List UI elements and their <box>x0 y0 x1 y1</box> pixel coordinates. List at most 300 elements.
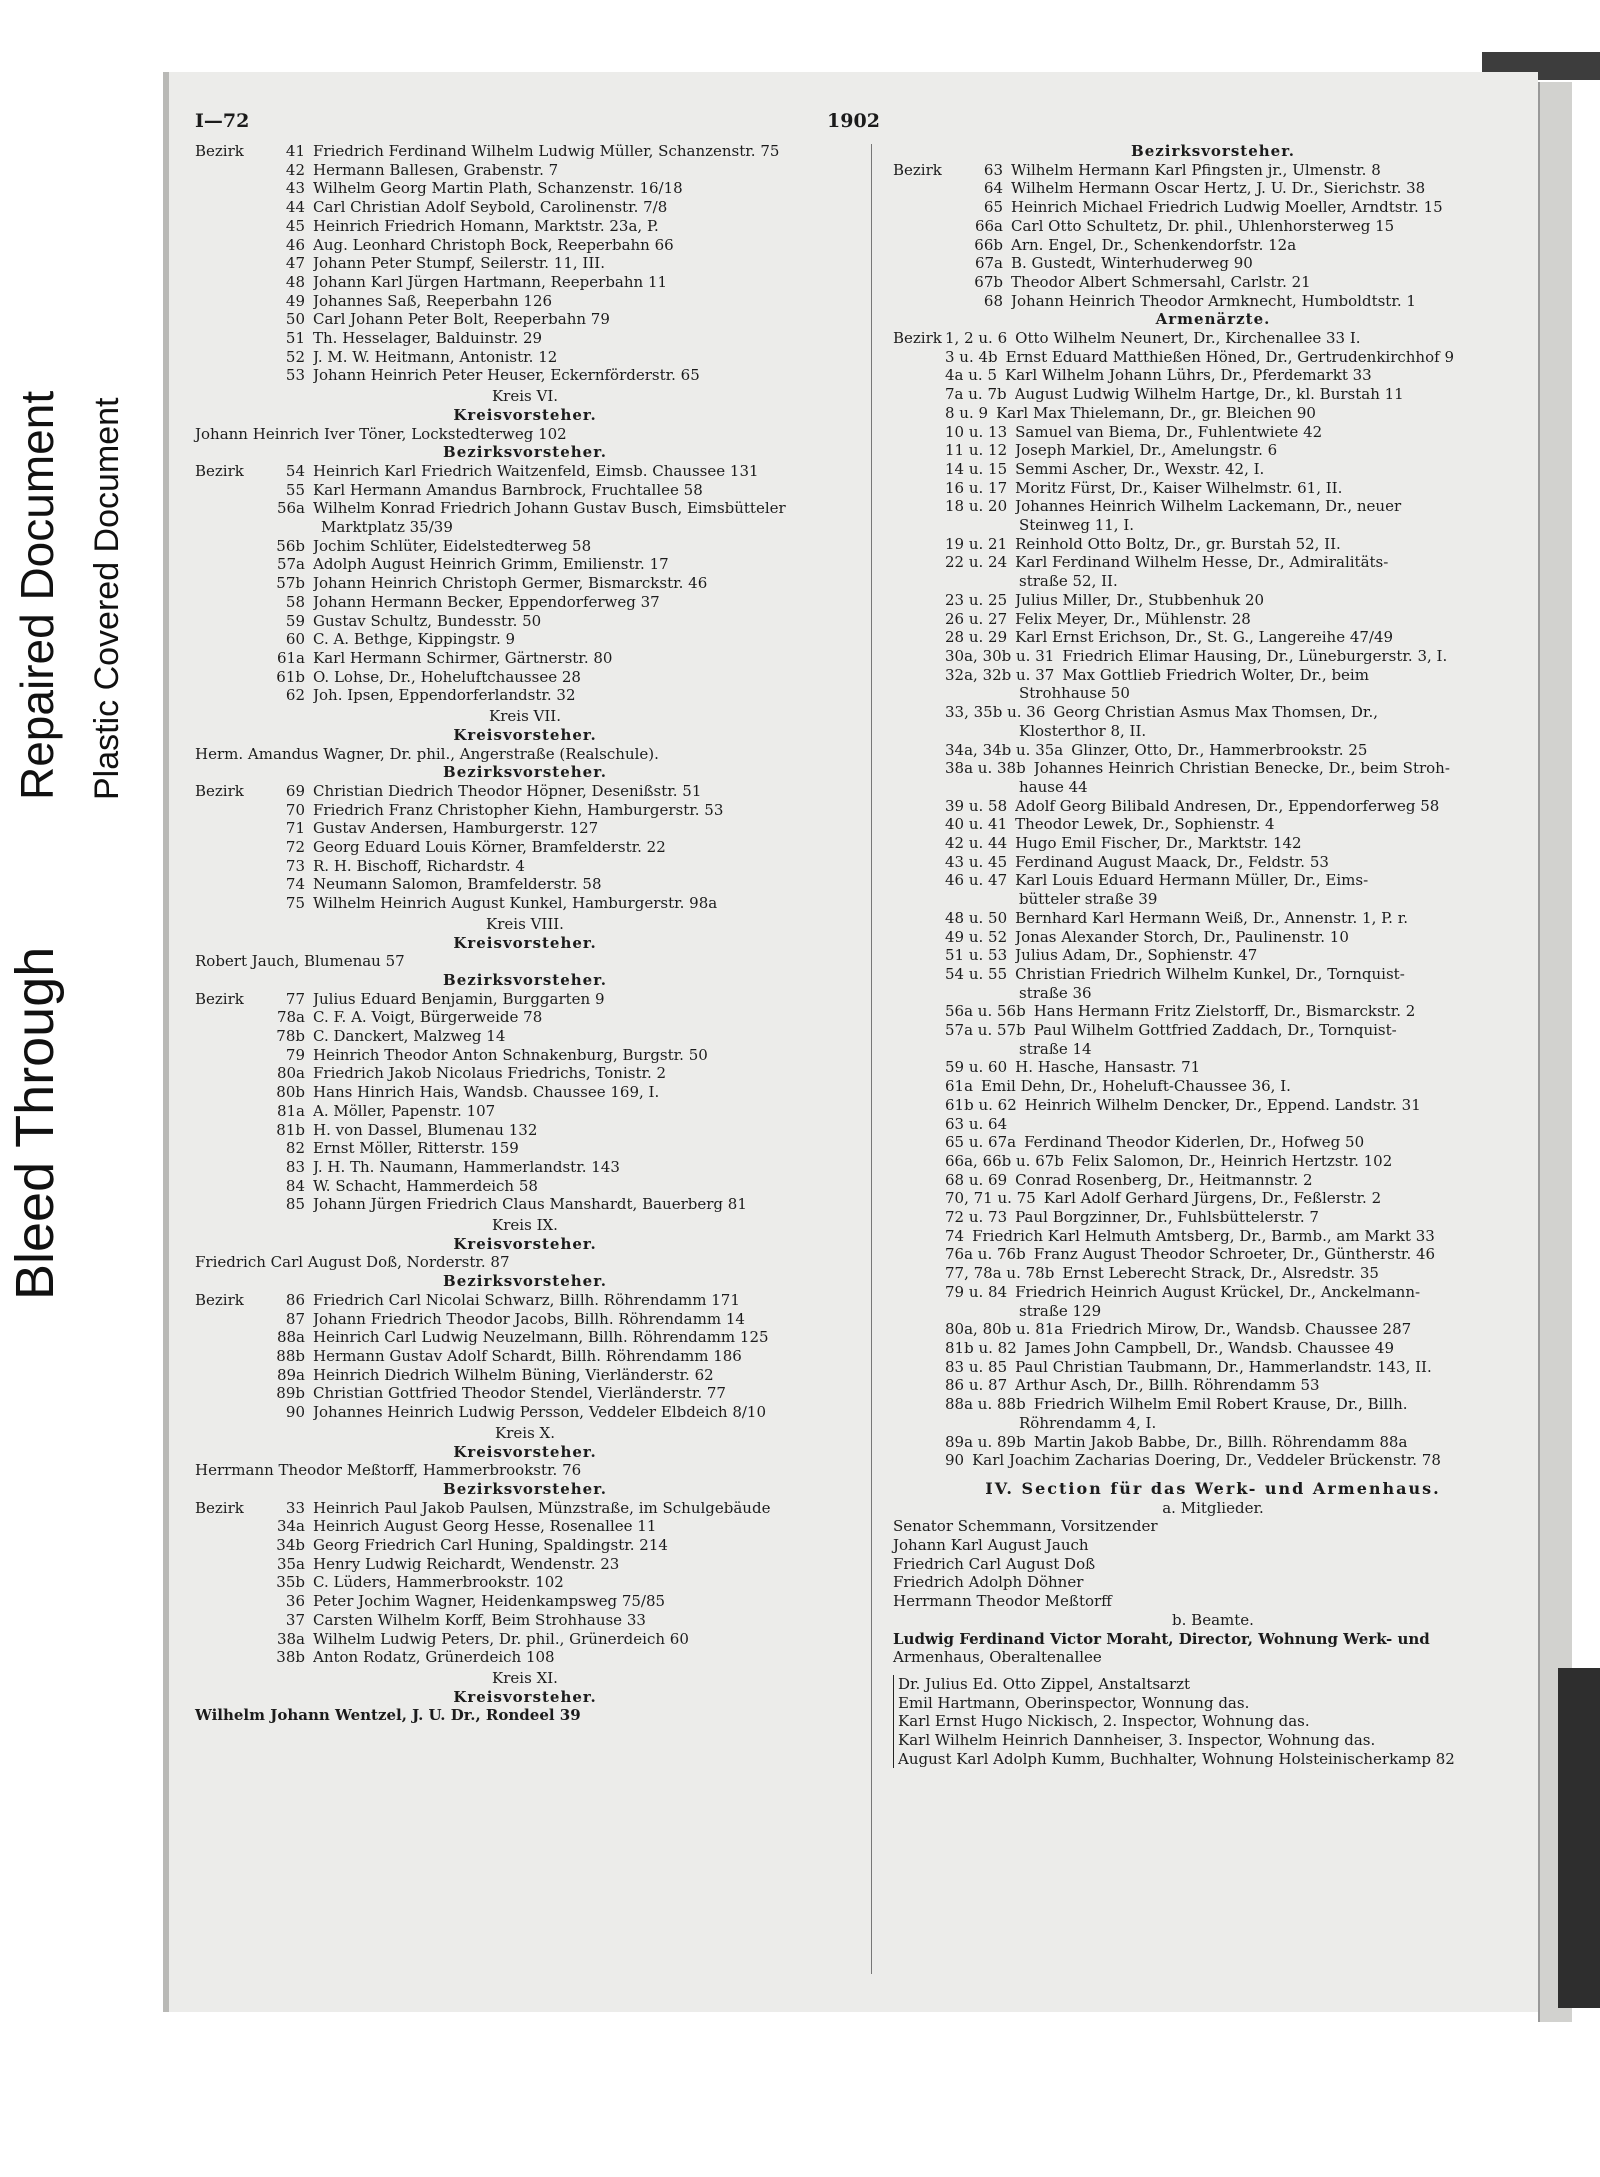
district-number: 18 u. 20 <box>945 497 1008 516</box>
district-prefix <box>195 236 247 255</box>
district-number: 23 u. 25 <box>945 590 1008 609</box>
entry-text: Heinrich Diedrich Wilhelm Büning, Vierländerstr. 62 <box>313 1365 714 1384</box>
district-number: 49 u. 52 <box>945 927 1008 946</box>
district-prefix <box>893 385 945 404</box>
entry-row <box>893 366 1533 385</box>
entry-text: Julius Adam, Dr., Sophienstr. 47 <box>1015 946 1258 965</box>
entry-text: Felix Salomon, Dr., Heinrich Hertzstr. 102 <box>1071 1151 1393 1170</box>
district-number: 40 u. 41 <box>945 815 1008 834</box>
district-prefix <box>195 179 247 198</box>
section-heading: Bezirksvorsteher. <box>443 1272 607 1291</box>
district-number: 51 <box>285 329 305 348</box>
district-number: 88b <box>276 1347 305 1365</box>
district-number: 43 u. 45 <box>945 852 1008 871</box>
entry-row <box>195 310 855 329</box>
entry-text: Friedrich Elimar Hausing, Dr., Lüneburgerstr. 3, I. <box>1062 646 1448 665</box>
district-number: 38a <box>276 1629 305 1648</box>
entry-row <box>195 1008 855 1027</box>
district-prefix <box>893 553 945 572</box>
district-prefix <box>893 1264 945 1283</box>
district-prefix: Bezirk <box>195 142 244 160</box>
district-prefix <box>893 1171 945 1190</box>
entry-text: Gustav Schultz, Bundesstr. 50 <box>313 611 542 630</box>
entry-row <box>893 553 1533 572</box>
district-number: 66a, 66b u. 67b <box>945 1151 1064 1170</box>
district-prefix: Bezirk <box>195 989 244 1008</box>
district-number: 61b <box>276 667 305 686</box>
entry-row <box>195 254 855 273</box>
page-header <box>195 110 1512 138</box>
district-number: 82 <box>285 1139 305 1158</box>
section-title: IV. Section für das Werk- und Armenhaus. <box>985 1478 1441 1498</box>
entry-text: Henry Ludwig Reichardt, Wendenstr. 23 <box>313 1554 620 1573</box>
district-number: 90 <box>945 1451 965 1470</box>
district-heading: Kreis VIII. <box>486 914 564 933</box>
district-prefix <box>195 1328 247 1347</box>
entry-row <box>893 217 1533 236</box>
entry-continuation: straße 36 <box>1019 983 1092 1002</box>
entry-row <box>893 535 1533 554</box>
entry-text: Otto Wilhelm Neunert, Dr., Kirchenallee 33 I. <box>1015 329 1361 348</box>
district-prefix <box>195 894 247 913</box>
district-number: 89a <box>276 1365 305 1384</box>
entry-text: Peter Jochim Wagner, Heidenkampsweg 75/85 <box>313 1592 666 1611</box>
district-number: 70 <box>285 800 305 819</box>
district-prefix <box>893 1152 945 1171</box>
district-number: 71 <box>285 819 305 838</box>
entry-row <box>195 649 855 668</box>
entry-text: Christian Friedrich Wilhelm Kunkel, Dr., Tornquist- <box>1015 964 1405 983</box>
entry-row <box>195 1139 855 1158</box>
entry-text: Hermann Ballesen, Grabenstr. 7 <box>313 160 559 179</box>
entry-text: Felix Meyer, Dr., Mühlenstr. 28 <box>1015 609 1251 628</box>
entry-text: Max Gottlieb Friedrich Wolter, Dr., beim <box>1062 665 1369 684</box>
district-number: 33, 35b u. 36 <box>945 703 1046 722</box>
district-number: 81b u. 82 <box>945 1339 1017 1357</box>
district-number: 79 <box>285 1045 305 1064</box>
district-prefix <box>893 366 945 385</box>
entry-row <box>893 1320 1533 1339</box>
district-heading: Kreis VI. <box>491 387 559 406</box>
district-prefix <box>893 741 945 760</box>
entry-text: Arn. Engel, Dr., Schenkendorfstr. 12a <box>1011 235 1297 254</box>
entry-text: Georg Friedrich Carl Huning, Spaldingstr. 214 <box>313 1536 668 1555</box>
entry-text: Neumann Salomon, Bramfelderstr. 58 <box>313 875 602 894</box>
district-number: 42 <box>285 160 305 179</box>
district-heading: Kreis XI. <box>492 1668 558 1687</box>
district-number: 65 u. 67a <box>945 1133 1017 1152</box>
district-prefix <box>893 535 945 554</box>
entry-text: Carl Otto Schultetz, Dr. phil., Uhlenhorsterweg 15 <box>1011 216 1395 235</box>
district-prefix <box>195 857 247 876</box>
district-number: 54 <box>285 461 305 480</box>
entry-text: Ernst Leberecht Strack, Dr., Alsredstr. 35 <box>1062 1264 1379 1283</box>
entry-text: Gustav Andersen, Hamburgerstr. 127 <box>313 819 599 838</box>
entry-row <box>195 1328 855 1347</box>
district-number: 62 <box>285 686 305 705</box>
district-prefix <box>893 292 945 311</box>
entry-text: Arthur Asch, Dr., Billh. Röhrendamm 53 <box>1015 1376 1320 1395</box>
entry-row <box>195 217 855 236</box>
entry-text: Paul Borgzinner, Dr., Fuhlsbüttelerstr. 7 <box>1015 1208 1319 1227</box>
district-number: 54 u. 55 <box>945 964 1008 983</box>
entry-text: Friedrich Karl Helmuth Amtsberg, Dr., Barmb., am Markt 33 <box>972 1226 1435 1245</box>
entry-text: Wilhelm Hermann Karl Pfingsten jr., Ulmenstr. 8 <box>1011 160 1381 179</box>
entry-row <box>195 1102 855 1121</box>
district-prefix <box>195 1648 247 1667</box>
district-prefix <box>893 1376 945 1395</box>
entry-text: Julius Miller, Dr., Stubbenhuk 20 <box>1015 590 1265 609</box>
district-prefix: Bezirk <box>195 461 244 480</box>
entry-text: Heinrich Carl Ludwig Neuzelmann, Billh. Röhrendamm 125 <box>313 1328 769 1347</box>
district-prefix <box>195 161 247 180</box>
entry-text: Karl Adolf Gerhard Jürgens, Dr., Feßlerstr. 2 <box>1043 1189 1382 1208</box>
entry-row <box>195 1046 855 1065</box>
entry-text: Friedrich Mirow, Dr., Wandsb. Chaussee 287 <box>1071 1320 1412 1339</box>
entry-text: Emil Dehn, Dr., Hoheluft-Chaussee 36, I. <box>981 1077 1291 1096</box>
entry-row <box>893 1208 1533 1227</box>
district-prefix <box>195 1592 247 1611</box>
entry-row <box>893 1115 1533 1134</box>
entry-text: Johannes Saß, Reeperbahn 126 <box>313 291 553 310</box>
district-prefix <box>195 838 247 857</box>
district-number: 34a, 34b u. 35a <box>945 740 1064 759</box>
entry-row <box>195 1555 855 1574</box>
entry-row <box>195 292 855 311</box>
district-number: 57a u. 57b <box>945 1021 1026 1040</box>
entry-text: Carl Johann Peter Bolt, Reeperbahn 79 <box>313 310 610 329</box>
district-heading: Kreis IX. <box>492 1216 558 1235</box>
district-number: 63 u. 64 <box>945 1114 1008 1133</box>
district-number: 33 <box>285 1498 305 1517</box>
section-heading: Kreisvorsteher. <box>453 1234 597 1253</box>
district-prefix <box>893 909 945 928</box>
entry-row <box>893 1077 1533 1096</box>
entry-row <box>893 1283 1533 1302</box>
entry-row <box>893 385 1533 404</box>
district-prefix <box>893 1395 945 1414</box>
entry-text: Aug. Leonhard Christoph Bock, Reeperbahn 66 <box>313 235 674 254</box>
entry-text: Karl Joachim Zacharias Doering, Dr., Veddeler Brückenstr. 78 <box>972 1451 1441 1470</box>
entry-row <box>195 179 855 198</box>
district-number: 64 <box>983 179 1003 198</box>
entry-text: Adolph August Heinrich Grimm, Emilienstr. 17 <box>313 555 669 574</box>
district-number: 72 <box>285 838 305 857</box>
district-number: 35a <box>276 1554 305 1573</box>
entry-text: Wilhelm Ludwig Peters, Dr. phil., Grünerdeich 60 <box>313 1629 689 1648</box>
entry-text: C. Danckert, Malzweg 14 <box>313 1027 506 1046</box>
entry-text: Th. Hesselager, Balduinstr. 29 <box>313 329 543 348</box>
entry-row <box>893 759 1533 778</box>
entry-text: Friedrich Wilhelm Emil Robert Krause, Dr., Billh. <box>1033 1395 1408 1414</box>
district-number: 65 <box>983 198 1003 217</box>
entry-row <box>195 686 855 705</box>
district-prefix <box>195 310 247 329</box>
district-prefix <box>893 853 945 872</box>
entry-text: Semmi Ascher, Dr., Wexstr. 42, I. <box>1015 459 1265 478</box>
district-number: 80b <box>276 1083 305 1102</box>
district-prefix <box>195 273 247 292</box>
entry-row <box>893 1433 1533 1452</box>
district-prefix <box>195 1366 247 1385</box>
entry-text: Karl Wilhelm Johann Lührs, Dr., Pferdemarkt 33 <box>1005 366 1372 385</box>
entry-row <box>893 348 1533 367</box>
district-prefix <box>195 537 247 556</box>
entry-text: H. Hasche, Hansastr. 71 <box>1015 1058 1201 1077</box>
district-number: 37 <box>285 1610 305 1629</box>
entry-row <box>893 946 1533 965</box>
district-prefix <box>893 497 945 516</box>
staff-entry: August Karl Adolph Kumm, Buchhalter, Wohnung Holsteinischerkamp 82 <box>898 1749 1455 1768</box>
plain-entry: Friedrich Adolph Döhner <box>893 1573 1084 1592</box>
entry-text: Friedrich Carl Nicolai Schwarz, Billh. Röhrendamm 171 <box>313 1290 740 1309</box>
entry-text: James John Campbell, Dr., Wandsb. Chaussee 49 <box>1024 1339 1395 1357</box>
entry-row <box>195 1630 855 1649</box>
entry-text: Ernst Eduard Matthießen Höned, Dr., Gertrudenkirchhof 9 <box>1005 347 1454 366</box>
district-prefix: Bezirk <box>195 1498 244 1517</box>
staff-entry: Dr. Julius Ed. Otto Zippel, Anstaltsarzt <box>898 1674 1191 1693</box>
district-prefix <box>893 928 945 947</box>
entry-text: Joseph Markiel, Dr., Amelungstr. 6 <box>1015 441 1278 460</box>
district-number: 60 <box>285 630 305 649</box>
right-column-entries <box>893 142 1533 1667</box>
district-number: 77 <box>285 989 305 1008</box>
entry-row <box>893 834 1533 853</box>
entry-row <box>893 1451 1533 1470</box>
entry-text: Bernhard Karl Hermann Weiß, Dr., Annenstr. 1, P. r. <box>1015 908 1408 927</box>
entry-continuation: straße 52, II. <box>1019 572 1118 591</box>
district-prefix <box>195 630 247 649</box>
district-number: 4a u. 5 <box>945 366 997 385</box>
entry-row <box>195 1366 855 1385</box>
entry-row <box>195 1158 855 1177</box>
district-number: 42 u. 44 <box>945 834 1008 853</box>
district-prefix <box>195 875 247 894</box>
district-prefix <box>195 499 247 518</box>
district-number: 83 u. 85 <box>945 1357 1008 1376</box>
entry-text: Wilhelm Konrad Friedrich Johann Gustav Busch, Eimsbütteler <box>313 499 786 518</box>
district-prefix <box>893 423 945 442</box>
staff-entry: Karl Ernst Hugo Nickisch, 2. Inspector, Wohnung das. <box>898 1712 1310 1731</box>
district-number: 68 <box>983 291 1003 310</box>
entry-row <box>893 1376 1533 1395</box>
entry-text <box>1015 1115 1533 1134</box>
entry-text: Johann Jürgen Friedrich Claus Manshardt, Bauerberg 81 <box>313 1195 747 1214</box>
district-number: 39 u. 58 <box>945 796 1008 815</box>
district-number: 81a <box>276 1101 305 1120</box>
district-prefix <box>893 965 945 984</box>
district-prefix <box>195 1536 247 1555</box>
entry-row <box>195 273 855 292</box>
district-number: 61a <box>276 648 305 667</box>
district-number: 35b <box>276 1573 305 1592</box>
district-number: 14 u. 15 <box>945 459 1008 478</box>
district-number: 22 u. 24 <box>945 553 1008 572</box>
entry-row <box>893 1339 1533 1358</box>
district-prefix <box>195 366 247 385</box>
plain-entry: Johann Karl August Jauch <box>893 1536 1089 1555</box>
district-number: 55 <box>285 480 305 499</box>
district-number: 11 u. 12 <box>945 441 1008 460</box>
district-number: 88a u. 88b <box>945 1395 1026 1414</box>
plain-entry: Senator Schemmann, Vorsitzender <box>893 1517 1158 1536</box>
entry-row <box>893 628 1533 647</box>
entry-row <box>195 593 855 612</box>
section-heading: Kreisvorsteher. <box>453 725 597 744</box>
entry-text: Theodor Albert Schmersahl, Carlstr. 21 <box>1011 272 1311 291</box>
district-prefix <box>195 217 247 236</box>
entry-text: Ernst Möller, Ritterstr. 159 <box>313 1139 519 1158</box>
district-number: 7a u. 7b <box>945 385 1007 404</box>
entry-text: J. H. Th. Naumann, Hammerlandstr. 143 <box>313 1157 620 1176</box>
entry-text: August Ludwig Wilhelm Hartge, Dr., kl. Burstah 11 <box>1014 385 1404 404</box>
entry-row <box>195 537 855 556</box>
district-number: 26 u. 27 <box>945 609 1008 628</box>
district-number: 66a <box>974 216 1003 235</box>
entry-text: Wilhelm Hermann Oscar Hertz, J. U. Dr., Sierichstr. 38 <box>1011 179 1426 198</box>
section-heading: Armenärzte. <box>1155 310 1271 329</box>
entry-text: Jochim Schlüter, Eidelstedterweg 58 <box>313 536 592 555</box>
entry-row <box>893 1227 1533 1246</box>
entry-text: Friedrich Jakob Nicolaus Friedrichs, Tonistr. 2 <box>313 1064 667 1083</box>
district-number: 49 <box>285 291 305 310</box>
entry-row <box>893 329 1533 348</box>
entry-row <box>893 1021 1533 1040</box>
entry-text: H. von Dassel, Blumenau 132 <box>313 1120 538 1139</box>
sub-heading: b. Beamte. <box>1172 1610 1254 1629</box>
entry-row <box>893 853 1533 872</box>
district-prefix <box>893 759 945 778</box>
plain-entry: Friedrich Carl August Doß <box>893 1554 1096 1573</box>
entry-row <box>893 741 1533 760</box>
district-number: 86 u. 87 <box>945 1376 1008 1395</box>
section-heading: Kreisvorsteher. <box>453 405 597 424</box>
repaired-document-label: Repaired Document <box>11 390 63 800</box>
district-number: 59 <box>285 611 305 630</box>
entry-text: Johannes Heinrich Ludwig Persson, Veddeler Elbdeich 8/10 <box>313 1403 767 1422</box>
entry-row <box>893 1264 1533 1283</box>
entry-text: Heinrich Wilhelm Dencker, Dr., Eppend. Landstr. 31 <box>1024 1095 1421 1114</box>
section-heading: Bezirksvorsteher. <box>443 763 607 782</box>
entry-row <box>195 366 855 385</box>
entry-row <box>195 1121 855 1140</box>
district-prefix <box>893 1096 945 1115</box>
district-prefix <box>195 481 247 500</box>
entry-text: Georg Christian Asmus Max Thomsen, Dr., <box>1053 703 1378 722</box>
district-prefix <box>195 555 247 574</box>
entry-text: Friedrich Heinrich August Krückel, Dr., Anckelmann- <box>1015 1282 1421 1301</box>
plain-entry: Armenhaus, Oberaltenallee <box>893 1648 1102 1667</box>
entry-text: Friedrich Franz Christopher Kiehn, Hamburgerstr. 53 <box>313 800 724 819</box>
entry-row <box>195 1403 855 1422</box>
district-prefix <box>893 1189 945 1208</box>
entry-text: Anton Rodatz, Grünerdeich 108 <box>313 1648 555 1667</box>
entry-row <box>893 1058 1533 1077</box>
entry-text: B. Gustedt, Winterhuderweg 90 <box>1011 254 1253 273</box>
entry-text: Glinzer, Otto, Dr., Hammerbrookstr. 25 <box>1071 740 1368 759</box>
entry-text: C. F. A. Voigt, Bürgerweide 78 <box>313 1008 543 1027</box>
district-prefix <box>893 1245 945 1264</box>
entry-row <box>893 198 1533 217</box>
district-number: 89a u. 89b <box>945 1432 1026 1451</box>
district-prefix <box>893 254 945 273</box>
district-number: 56b <box>276 536 305 555</box>
district-prefix <box>893 834 945 853</box>
district-number: 46 <box>285 235 305 254</box>
entry-text: Karl Max Thielemann, Dr., gr. Bleichen 90 <box>996 403 1316 422</box>
entry-text: Julius Eduard Benjamin, Burggarten 9 <box>313 989 605 1008</box>
district-prefix <box>195 1310 247 1329</box>
district-prefix <box>893 1358 945 1377</box>
entry-text: Carsten Wilhelm Korff, Beim Strohhause 33 <box>313 1610 646 1629</box>
district-prefix <box>893 1208 945 1227</box>
page-number: I—72 <box>195 110 250 132</box>
district-prefix <box>195 1064 247 1083</box>
entry-row <box>195 236 855 255</box>
district-number: 57a <box>276 555 305 574</box>
entry-row <box>893 254 1533 273</box>
entry-continuation: straße 14 <box>1019 1039 1092 1058</box>
entry-text: Heinrich Friedrich Homann, Marktstr. 23a, P. <box>313 216 659 235</box>
plain-entry: Robert Jauch, Blumenau 57 <box>195 952 405 971</box>
district-number: 44 <box>285 198 305 217</box>
district-number: 86 <box>285 1290 305 1309</box>
district-number: 36 <box>285 1592 305 1611</box>
entry-text: Heinrich Karl Friedrich Waitzenfeld, Eimsb. Chaussee 131 <box>313 461 759 480</box>
district-prefix <box>893 217 945 236</box>
entry-row <box>893 1096 1533 1115</box>
district-prefix <box>195 1611 247 1630</box>
entry-row <box>893 292 1533 311</box>
entry-text: Joh. Ipsen, Eppendorferlandstr. 32 <box>313 686 576 705</box>
entry-text: Adolf Georg Bilibald Andresen, Dr., Eppendorferweg 58 <box>1015 796 1440 815</box>
district-number: 78a <box>276 1008 305 1027</box>
entry-text: Ferdinand Theodor Kiderlen, Dr., Hofweg 50 <box>1024 1133 1365 1152</box>
entry-continuation: bütteler straße 39 <box>1019 890 1158 909</box>
entry-text: Franz August Theodor Schroeter, Dr., Güntherstr. 46 <box>1033 1245 1436 1264</box>
district-number: 52 <box>285 347 305 366</box>
district-prefix: Bezirk <box>195 781 244 800</box>
entry-text: Johann Peter Stumpf, Seilerstr. 11, III. <box>313 254 605 273</box>
district-number: 59 u. 60 <box>945 1058 1008 1077</box>
district-number: 68 u. 69 <box>945 1170 1008 1189</box>
entry-row <box>893 497 1533 516</box>
district-prefix <box>195 649 247 668</box>
district-number: 75 <box>285 894 305 913</box>
district-heading: Kreis X. <box>495 1423 555 1442</box>
district-prefix <box>195 1403 247 1422</box>
entry-text: Paul Christian Taubmann, Dr., Hammerlandstr. 143, II. <box>1015 1357 1432 1376</box>
left-column <box>195 142 855 1725</box>
district-prefix <box>195 612 247 631</box>
district-prefix <box>195 1139 247 1158</box>
entry-text: Conrad Rosenberg, Dr., Heitmannstr. 2 <box>1015 1170 1313 1189</box>
district-number: 56a <box>276 499 305 518</box>
district-number: 81b <box>276 1120 305 1139</box>
district-prefix <box>195 1102 247 1121</box>
right-column <box>893 142 1533 1768</box>
entry-text: Wilhelm Georg Martin Plath, Schanzenstr. 16/18 <box>313 179 683 198</box>
entry-text: J. M. W. Heitmann, Antonistr. 12 <box>313 347 558 366</box>
section-heading: Kreisvorsteher. <box>453 1687 597 1706</box>
entry-row <box>893 1152 1533 1171</box>
district-prefix <box>195 1347 247 1366</box>
district-number: 90 <box>285 1403 305 1422</box>
district-number: 63 <box>983 160 1003 179</box>
district-number: 83 <box>285 1157 305 1176</box>
entry-row <box>195 1611 855 1630</box>
entry-row <box>195 1499 855 1518</box>
